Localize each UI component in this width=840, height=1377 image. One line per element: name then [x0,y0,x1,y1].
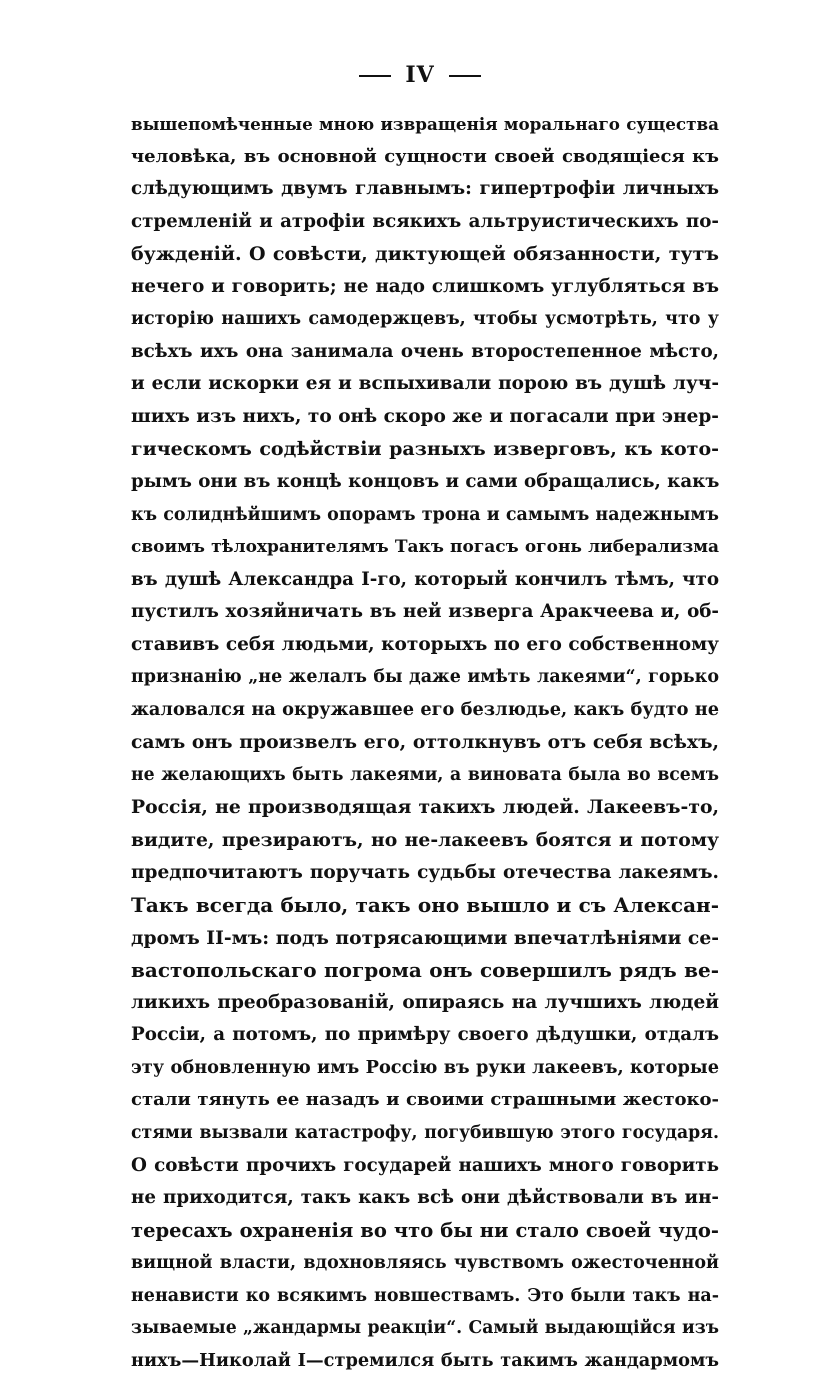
text-line: и если искорки ея и вспыхивали порою въ душѣ луч- [131,373,719,395]
text-line: къ солиднѣйшимъ опорамъ трона и самымъ надежнымъ [131,504,719,525]
text-line: ненависти ко всякимъ новшествамъ. Это были такъ на- [131,1285,719,1306]
text-line: тересахъ охраненія во что бы ни стало своей чудо- [131,1218,719,1242]
text-line: всѣхъ ихъ она занимала очень второстепенное мѣсто, [131,340,719,362]
text-line: шихъ изъ нихъ, то онѣ скоро же и погасали при энер- [131,405,719,427]
text-line: пустилъ хозяйничать въ ней изверга Аракчеева и, об- [131,601,719,623]
text-line: не желающихъ быть лакеями, а виновата была во всемъ [131,764,719,785]
text-line: эту обновленную имъ Россію въ руки лакеевъ, которые [131,1056,719,1078]
text-line: предпочитаютъ поручать судьбы отечества лакеямъ. [131,861,719,883]
text-line: признанію „не желалъ бы даже имѣть лакеями“, горько [131,667,719,688]
text-line: ликихъ преобразованій, опираясь на лучшихъ людей [131,991,719,1013]
text-line: вышепомѣченные мною извращенія моральнаго существа [131,114,719,134]
text-line: гическомъ содѣйствіи разныхъ изверговъ, къ кото- [131,438,719,461]
text-line: рымъ они въ концѣ концовъ и сами обращались, какъ [131,471,719,493]
text-line: человѣка, въ основной сущности своей сводящіеся къ [131,145,719,167]
page-number-header [0,62,840,88]
text-line: бужденій. О совѣсти, диктующей обязанности, тутъ [131,243,719,266]
text-line: слѣдующимъ двумъ главнымъ: гипертрофіи личныхъ [131,178,719,200]
text-line: Россія, не производящая такихъ людей. Лакеевъ-то, [131,796,719,819]
body-text [131,108,719,1377]
text-line: ставивъ себя людьми, которыхъ по его собственному [131,633,719,655]
text-line: вастопольскаго погрома онъ совершилъ рядъ ве- [131,958,719,983]
right-dash [449,75,481,77]
text-line: самъ онъ произвелъ его, оттолкнувъ отъ себя всѣхъ, [131,731,719,754]
text-line: жаловался на окружавшее его безлюдье, какъ будто не [131,698,719,720]
text-line: исторію нашихъ самодержцевъ, чтобы усмотрѣть, что у [131,309,719,330]
text-line: стали тянуть ее назадъ и своими страшными жестоко- [131,1089,719,1111]
left-dash [359,75,391,77]
text-line: нихъ—Николай І—стремился быть такимъ жандармомъ [131,1349,719,1371]
text-line: вищной власти, вдохновляясь чувствомъ ожесточенной [131,1253,719,1274]
text-line: въ душѣ Александра І-го, который кончилъ тѣмъ, что [131,568,719,590]
text-line: своимъ тѣлохранителямъ Такъ погасъ огонь либерализма [131,537,719,558]
text-line: Такъ всегда было, такъ оно вышло и съ Алексан- [131,893,719,918]
text-line: нечего и говорить; не надо слишкомъ углубляться въ [131,275,719,297]
text-line: стремленій и атрофіи всякихъ альтруистическихъ по- [131,210,719,232]
text-line: видите, презираютъ, но не-лакеевъ боятся и потому [131,829,719,852]
text-line: О совѣсти прочихъ государей нашихъ много говорить [131,1154,719,1176]
text-line: не приходится, такъ какъ всѣ они дѣйствовали въ ин- [131,1187,719,1209]
text-line: зываемые „жандармы реакціи“. Самый выдающійся изъ [131,1318,719,1339]
text-line: дромъ ІІ-мъ: подъ потрясающими впечатлѣніями се- [131,926,719,949]
text-line: стями вызвали катастрофу, погубившую этого государя. [131,1122,719,1143]
page-number: IV [405,62,435,88]
text-line: Россіи, а потомъ, по примѣру своего дѣдушки, отдалъ [131,1024,719,1046]
